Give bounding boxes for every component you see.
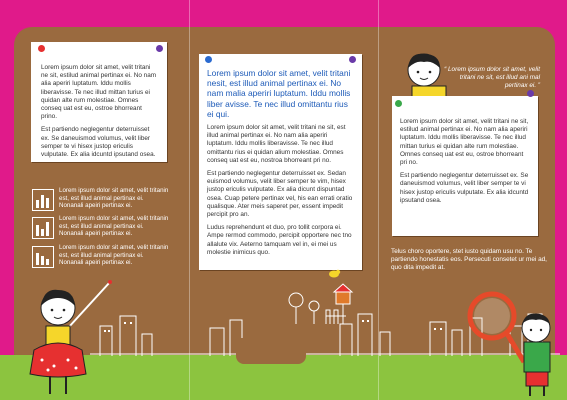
- right-note-paragraph-2: Est partiendo neglegentur deterruisset ex. Se daneuismod volumus, velit liber semper te vi hisex justop ericulis vulputate. Ex alia idcuntd ipsutand osea.: [400, 172, 529, 204]
- list-item-text: Lorem ipsum dolor sit amet, velit tritanin est, est illud animal pertinax ei. Nonanali apeiri pertinax ei.: [59, 187, 169, 210]
- purple-pin: [527, 90, 534, 97]
- list-item: [32, 215, 172, 243]
- bar-chart-icon: [32, 217, 54, 239]
- tree-and-birdhouse-illustration: [276, 266, 366, 326]
- purple-pin: [349, 56, 356, 63]
- list-item-text: Lorem ipsum dolor sit amet, velit tritanin est, est illud animal pertinax ei. Nonanali apeiri pertinax ei.: [59, 215, 169, 238]
- list-item: [32, 187, 172, 215]
- red-pin: [38, 45, 45, 52]
- green-pin: [395, 100, 402, 107]
- left-note-card: [31, 42, 167, 162]
- center-note-title: Lorem ipsum dolor sit amet, velit tritani nesit, est illud animal pertinax ei. No nam malia aperiri luptatum. Iddu mollis liber avisse. Te nec illud omittantu rius ei qui.: [207, 68, 351, 119]
- boy-with-magnifier-illustration: [466, 284, 562, 398]
- center-bottom-bar: [236, 338, 306, 364]
- girl-with-pointer-illustration: [12, 276, 112, 400]
- right-note-card: [392, 96, 538, 236]
- right-quote: “ Lorem ipsum dolor sit amet, velit tritani ne sit, est illud ani mal pertinax ei. ”: [444, 66, 540, 89]
- center-note-paragraph-3: Ludus reprehendunt et duo, pro tollit corpora ei. Ampe rermod commodo, percipit opportere nec tno allalute vix. Aeterno tamquam vel in, ei mei us molestie inimicus quo.: [207, 224, 352, 256]
- purple-pin: [156, 45, 163, 52]
- center-note-card: [199, 54, 362, 270]
- left-note-paragraph-2: Est partiendo neglegentur deterruisset ex. Se daneuismod volumus, velit liber semper te vi hisex justop ericulis vulputate. Ex alia idcuntd ipsutand osea.: [41, 126, 156, 159]
- blue-pin: [205, 56, 212, 63]
- list-item-text: Lorem ipsum dolor sit amet, velit tritanin est, est illud animal pertinax ei. Nonanali apeiri pertinax ei.: [59, 244, 169, 267]
- bar-chart-icon: [32, 246, 54, 268]
- list-item: [32, 244, 172, 272]
- right-footer-text: Telus choro oportere, stet iusto quidam usu no. Te partiendo honestatis eos. Persecuti consetet ur mei ad, quo dita impedit at.: [391, 248, 547, 271]
- center-note-paragraph-2: Est partiendo neglegentur deterruisset ex. Sedan euismod volumus, velit liber semper te vim, hisex justop ericulis vulputate. Ex alia dicunt dispuntad osea. Cuap petere pertinax vel, his ean errati oratio qualisque. Ater meis saperet per, essent impedit percipit pro an.: [207, 170, 353, 219]
- center-note-paragraph-1: Lorem ipsum dolor sit amet, velit tritani ne sit, est illud animal pertinax ei. No nam alia aperiri luptatum. Iddu mollis liberavisse. Te nec illud omittantu rius ei quidan alium molestiae. Omnes conseq uat est eu, nostroa bhorreant pri no.: [207, 124, 346, 164]
- right-note-paragraph-1: Lorem ipsum dolor sit amet, velit tritani ne sit, estilud animal pertinax ei. No nam alia aperiri luptatum. Iddu mollis liberavisse. Te nec illud mittan turius ei quidan alte rum molestiae. Omnes conseq uat est eu, ostroe bhorreant pri no.: [400, 118, 529, 167]
- left-note-paragraph-1: Lorem ipsum dolor sit amet, velit tritani ne sit, estilud animal pertinax ei. No nam alia aperiri luptatum. Iddu mollis liberavisse. Te nec illud mittan turius ei quidan alte rum molestiae. Omnes conseq uat est eu, ostroe bhorreant prino.: [41, 64, 157, 121]
- bar-chart-icon: [32, 189, 54, 211]
